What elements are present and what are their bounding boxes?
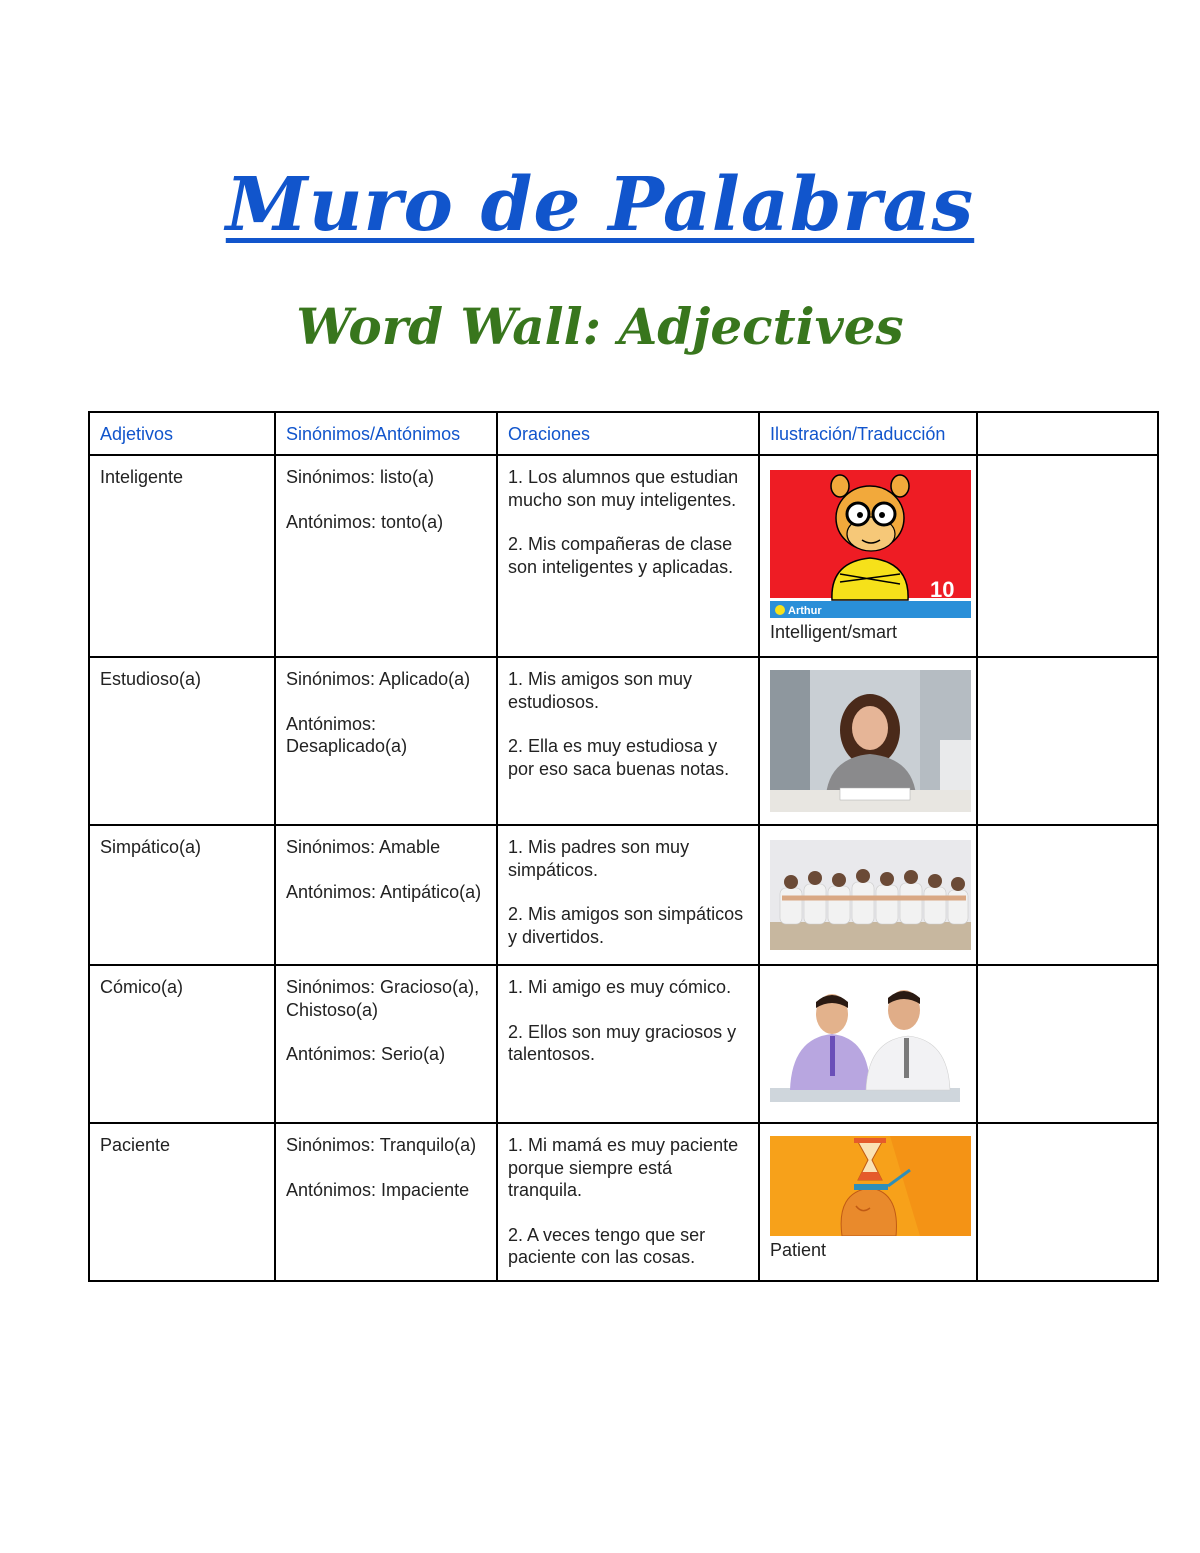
synonyms-text: Sinónimos: Amable [286,837,441,857]
table-row [89,1123,1158,1281]
illustration-cell [759,1123,977,1281]
synonyms-text: Sinónimos: listo(a) [286,467,435,487]
sentences-cell [497,965,759,1123]
antonyms-text: Antónimos: Desaplicado(a) [286,713,408,756]
header-empty [977,412,1158,455]
table-row [89,455,1158,657]
image-logo-text: Arthur [788,605,822,617]
sentence-1: 1. Mi mamá es muy paciente porque siempre está tranquila. [508,1135,739,1200]
illustration-cell [759,657,977,825]
antonyms-text: Antónimos: Antipático(a) [286,881,482,902]
synonyms-text: Sinónimos: Tranquilo(a) [286,1135,477,1155]
synonyms-antonyms-cell [275,825,497,965]
illustration-cell [759,965,977,1123]
adjective-cell: Paciente [89,1123,275,1281]
sentence-2: 2. A veces tengo que ser paciente con las cosas. [508,1224,706,1267]
header-adjetivos: Adjetivos [89,412,275,455]
antonyms-text: Antónimos: Impaciente [286,1179,470,1200]
laughing-men-image [770,980,971,1106]
header-oraciones: Oraciones [497,412,759,455]
sentences-cell [497,1123,759,1281]
friends-group-image [770,840,971,950]
image-badge-number: 10 [930,577,955,602]
extra-cell [977,1123,1158,1281]
sentence-2: 2. Ellos son muy graciosos y talentosos. [508,1021,737,1064]
illustration-cell [759,825,977,965]
synonyms-antonyms-cell [275,965,497,1123]
sentence-1: 1. Mis amigos son muy estudiosos. [508,669,693,712]
sentence-1: 1. Mis padres son muy simpáticos. [508,837,690,880]
page-subtitle: Word Wall: Adjectives [296,297,904,356]
extra-cell [977,455,1158,657]
adjective-cell: Simpático(a) [89,825,275,965]
translation-caption: Intelligent/smart [770,622,898,642]
sentence-2: 2. Mis compañeras de clase son inteligentes y aplicadas. [508,534,734,577]
extra-cell [977,657,1158,825]
patient-hourglass-image [770,1136,971,1236]
sentence-2: 2. Mis amigos son simpáticos y divertidos. [508,904,744,947]
sentence-1: 1. Mi amigo es muy cómico. [508,977,732,997]
synonyms-antonyms-cell [275,455,497,657]
table-row [89,825,1158,965]
sentence-2: 2. Ella es muy estudiosa y por eso saca buenas notas. [508,736,730,779]
adjective-cell: Estudioso(a) [89,657,275,825]
header-sinonimos-antonimos: Sinónimos/Antónimos [275,412,497,455]
synonyms-antonyms-cell [275,1123,497,1281]
header-ilustracion-traduccion: Ilustración/Traducción [759,412,977,455]
synonyms-antonyms-cell [275,657,497,825]
word-wall-table [88,411,1159,1282]
table-row [89,965,1158,1123]
translation-caption: Patient [770,1240,827,1260]
sentence-1: 1. Los alumnos que estudian mucho son muy inteligentes. [508,467,739,510]
studying-student-image [770,670,971,812]
extra-cell [977,825,1158,965]
arthur-cartoon-image [770,470,971,618]
sentences-cell [497,825,759,965]
adjective-cell: Inteligente [89,455,275,657]
antonyms-text: Antónimos: Serio(a) [286,1044,446,1064]
table-header-row [89,412,1158,455]
page-title-text: Muro de Palabras [225,162,975,248]
synonyms-text: Sinónimos: Aplicado(a) [286,669,471,689]
sentences-cell [497,657,759,825]
extra-cell [977,965,1158,1123]
table-row [89,657,1158,825]
adjective-cell: Cómico(a) [89,965,275,1123]
illustration-cell [759,455,977,657]
synonyms-text: Sinónimos: Gracioso(a), Chistoso(a) [286,977,480,1020]
antonyms-text: Antónimos: tonto(a) [286,511,444,532]
page-title [0,160,1200,250]
sentences-cell [497,455,759,657]
